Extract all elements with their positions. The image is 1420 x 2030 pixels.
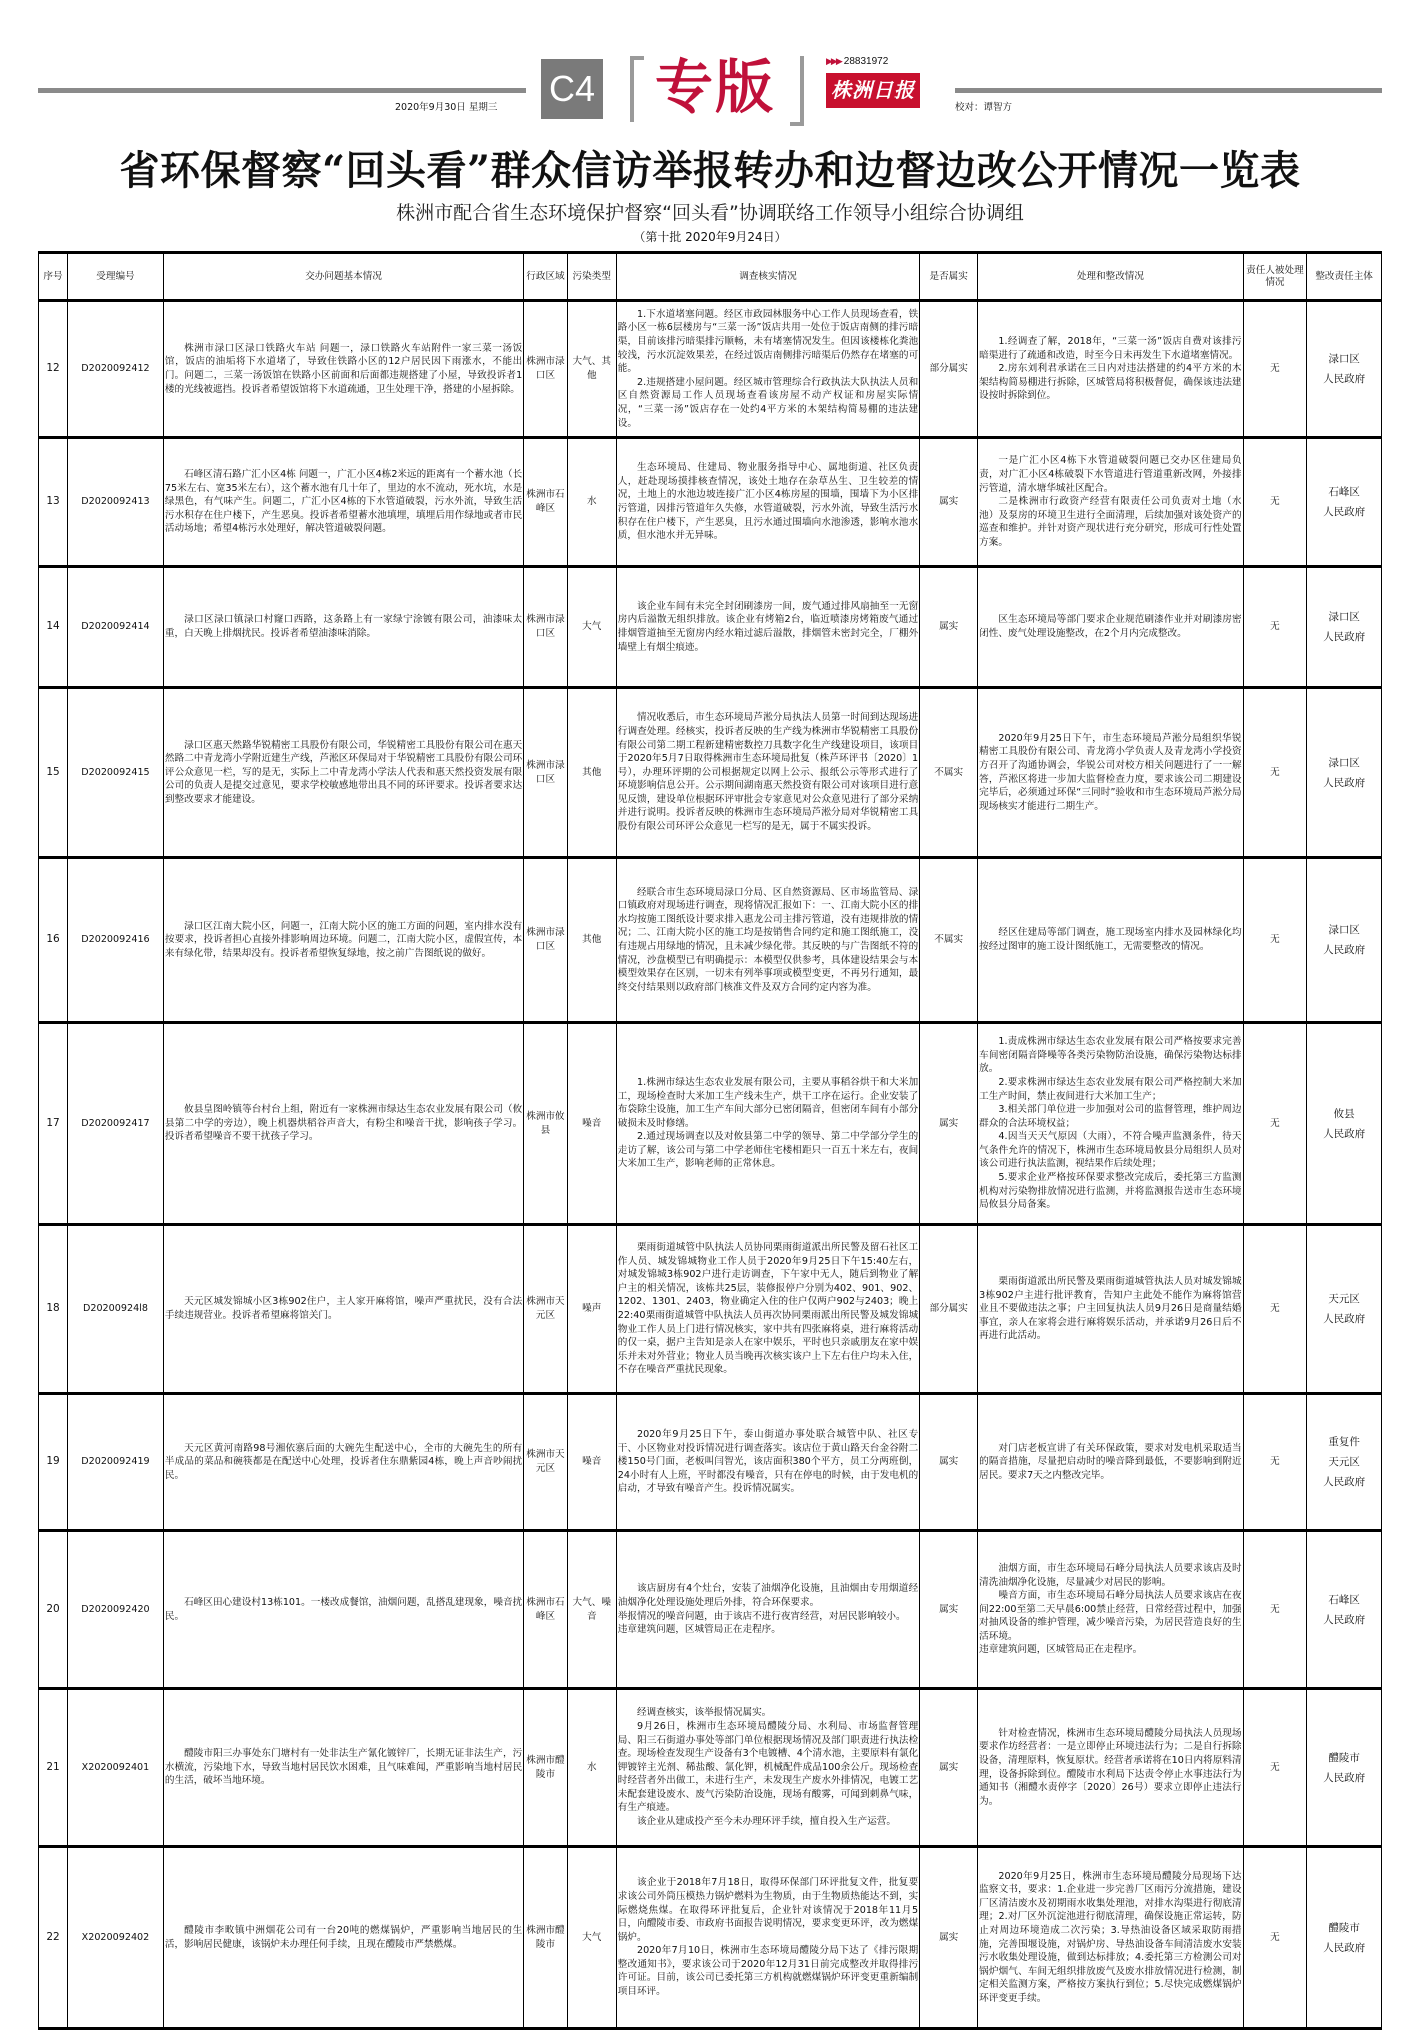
cell-responsible-line: 人民政府	[1323, 1313, 1366, 1325]
cell-seq: 18	[39, 1225, 68, 1394]
cell-seq: 12	[39, 301, 68, 438]
cell-investigation-paragraph: 情况收悉后，市生态环境局芦淞分局执法人员第一时间到达现场进行调查处理。经核实，投诉者反映的生产线为株洲市华锐精密工具股份有限公司第二期工程新建精密数控刀具数字化生产线建设项目，该项目于2020年5月7日取得株洲市生态环境局批复（株芦环评书〔2020〕1号），办理环评期的公司根据规定以网上公示、报纸公示等形式进行了环境影响信息公开。公示期间湖南惠天然投资有限公司对该项目进行意见反馈，建设单位根据环评审批会专家意见对公众意见进行了部分采纳并进行说明。投诉者反映的株洲市生态环境局芦淞分局对华锐精密工具股份有限公司环评公众意见一栏写的是无，属于不属实投诉。	[617, 712, 919, 833]
cell-issue	[163, 858, 523, 1023]
header-region: 行政区域	[524, 253, 568, 301]
cell-investigation-paragraph: 2.违规搭建小屋问题。经区城市管理综合行政执法大队执法人员和区自然资源局工作人员现场查看该房屋不动产权证和房屋实际情况，“三菜一汤”饭店存在一处约4平方米的木架结构简易棚的违法建设。	[617, 376, 919, 429]
table-header-row	[39, 253, 1382, 301]
cell-accountability: 无	[1243, 1394, 1307, 1531]
cell-investigation	[616, 438, 919, 567]
cell-region: 株洲市天元区	[524, 1225, 568, 1394]
cell-issue	[163, 1531, 523, 1689]
cell-responsible-line: 人民政府	[1323, 776, 1366, 789]
issue-date: 2020年9月30日 星期三	[395, 102, 498, 113]
cell-seq: 20	[39, 1531, 68, 1689]
masthead	[0, 0, 1420, 140]
cell-investigation-paragraph: 该企业于2018年7月18日，取得环保部门环评批复文件，批复要求该公司外筒压模热力锅炉燃料为生物质，由于生物质热能达不到，实际燃烧焦煤。在取得环评批复后，企业针对该情况于2018年11月5日，向醴陵市委、市政府书面报告说明情况，要求变更环评，改为燃煤锅炉。	[617, 1877, 919, 1943]
cell-handling-paragraph: 二是株洲市行政资产经营有限责任公司负责对土地（水池）及泵房的环境卫生进行全面清理，后续加强对该处资产的巡查和维护。并针对资产现状进行充分研究，形成可行性处置方案。	[979, 496, 1242, 548]
cell-handling-paragraph: 对门店老板宣讲了有关环保政策，要求对发电机采取适当的隔音措施，尽量把启动时的噪音降到最低，不要影响到附近居民。要求7天之内整改完毕。	[979, 1442, 1242, 1481]
cell-seq: 14	[39, 567, 68, 688]
masthead-rule-right	[955, 88, 1382, 93]
cell-id: D2020092413	[68, 438, 164, 567]
cell-id: D2020092414	[68, 567, 164, 688]
cell-seq: 22	[39, 1847, 68, 2029]
cell-pollution: 水	[567, 438, 616, 567]
cell-region: 株洲市渌口区	[524, 301, 568, 438]
cell-responsible-line: 石峰区	[1328, 486, 1360, 498]
header-accountability: 责任人被处理情况	[1243, 253, 1307, 301]
cell-investigation-paragraph: 该企业从建成投产至今未办理环评手续，擅自投入生产运营。	[636, 1816, 896, 1828]
cell-verified: 部分属实	[920, 1225, 978, 1394]
cell-handling-paragraph: 经区住建局等部门调查，施工现场室内排水及园林绿化均按经过图审的施工设计图纸施工，无需要整改的情况。	[979, 927, 1242, 952]
cell-pollution: 大气、其他	[567, 301, 616, 438]
cell-verified: 属实	[920, 1689, 978, 1847]
cell-issue	[163, 1394, 523, 1531]
cell-responsible	[1307, 438, 1382, 567]
cell-id: D2020092420	[68, 1531, 164, 1689]
bracket-right-foot	[790, 122, 804, 126]
table-row	[39, 567, 1382, 688]
cell-investigation-paragraph: 违章建筑问题，区城管局正在走程序。	[617, 1624, 781, 1636]
proofreader: 校对：谭智方	[955, 102, 1013, 113]
cell-responsible-line: 醴陵市	[1328, 1921, 1360, 1934]
cell-investigation-paragraph: 该企业车间有未完全封闭刷漆房一间，废气通过排风扇抽至一无窗房内后溢散无组织排放。该企业有烤箱2台，临近喷漆房烤箱废气通过排烟管道抽至无窗房内经水箱过滤后溢散，排烟管未密封完全，厂棚外墙壁上有烟尘痕迹。	[617, 600, 919, 653]
cell-handling	[978, 688, 1243, 858]
cell-id: D2020092416	[68, 858, 164, 1023]
cell-handling	[978, 1531, 1243, 1689]
cell-issue-paragraph: 渌口区渌口镇渌口村窿口西路，这条路上有一家绿宁涂镀有限公司，油漆味太重，白天晚上排烟扰民。投诉者希望油漆味消除。	[164, 614, 523, 639]
cell-id: X2020092401	[68, 1689, 164, 1847]
cell-investigation	[616, 1225, 919, 1394]
cell-verified: 属实	[920, 438, 978, 567]
cell-investigation-paragraph: 生态环境局、住建局、物业服务指导中心、属地街道、社区负责人，赶赴现场摸排核查情况，该处土地存在杂草丛生、卫生较差的情况，土地上的水池边坡连接广汇小区4栋房屋的围墙，围墙下为小区排污管道，因排污管道年久失修，水管道破裂，污水外流，导致生活污水积存在住户楼下，产生恶臭，且污水通过围墙向水池渗透，影响水池水质，但水池水并无异味。	[617, 462, 919, 542]
cell-pollution: 其他	[567, 688, 616, 858]
cell-investigation-paragraph: 2020年9月25日下午，泰山街道办事处联合城管中队、社区专干、小区物业对投诉情况进行调查落实。该店位于黄山路天台金谷附二楼150号门面，老板叫闫智光，该店面积380个平方，员工分两班倒，24小时有人上班，平时都没有噪音，只有在停电的时候，由于发电机的启动，才导致有噪音产生。投诉情况属实。	[617, 1429, 919, 1495]
cell-accountability: 无	[1243, 858, 1307, 1023]
cell-accountability: 无	[1243, 688, 1307, 858]
cell-accountability: 无	[1243, 1847, 1307, 2029]
cell-issue	[163, 1689, 523, 1847]
cell-accountability: 无	[1243, 1531, 1307, 1689]
header-id: 受理编号	[68, 253, 164, 301]
cell-handling	[978, 858, 1243, 1023]
cell-verified: 属实	[920, 1531, 978, 1689]
header-handling: 处理和整改情况	[978, 253, 1243, 301]
table-row	[39, 1394, 1382, 1531]
cell-investigation	[616, 1847, 919, 2029]
cell-issue-paragraph: 天元区黄河南路98号湘依寨后面的大碗先生配送中心，全市的大碗先生的所有半成品的菜品和碗筷都是在配送中心处理，投诉者住东鼎紫园4栋，晚上声音吵闹扰民。	[164, 1442, 523, 1481]
cell-responsible-line: 人民政府	[1323, 1127, 1366, 1140]
cell-handling	[978, 301, 1243, 438]
cell-issue	[163, 567, 523, 688]
section-title: 专版	[655, 53, 776, 121]
cell-handling-paragraph: 2020年9月25日，株洲市生态环境局醴陵分局现场下达监察文书，要求：1.企业进一步完善厂区雨污分流措施，建设厂区清洁废水及初期雨水收集处理池，对排水沟渠进行彻底清理；2.对厂区外沉淀池进行彻底清理，确保设施正常运转，防止对周边环境造成二次污染；3.导热油设备区域采取防雨措施，完善围堰设施，对锅炉房、导热油设备车间清洁废水安装污水收集处理设施，做到达标排放；4.委托第三方检测公司对锅炉烟气、车间无组织排放废气及废水排放情况进行检测，制定相关监测方案，严格按方案执行到位；5.尽快完成燃煤锅炉环评变更手续。	[979, 1870, 1242, 2004]
cell-investigation-paragraph: 栗雨街道城管中队执法人员协同栗雨街道派出所民警及留石社区工作人员、城发锦城物业工作人员于2020年9月25日下午15:40左右，对城发锦城3栋902户进行走访调查，下午家中无人，随后到物业了解户主的相关情况，该栋共25层，装修报停户分别为402、901、902、1202、1301、2403，物业确定入住的住户仅两户902与2403；晚上22:40栗雨街道城管中队执法人员再次协同栗雨派出所民警及城发锦城物业工作人员上门进行情况核实，家中共有四张麻将桌，进行麻将活动的仅一桌，据户主告知是亲人在家中娱乐，平时也只亲戚朋友在家中娱乐并未对外营业；物业人员当晚再次核实该户上下左右住户均未入住，不存在噪音严重扰民现象。	[617, 1242, 919, 1376]
cell-responsible	[1307, 567, 1382, 688]
cell-region: 株洲市天元区	[524, 1394, 568, 1531]
cell-region: 株洲市石峰区	[524, 438, 568, 567]
cell-investigation	[616, 1531, 919, 1689]
bracket-left-head	[630, 56, 644, 60]
table-row	[39, 858, 1382, 1023]
cell-accountability: 无	[1243, 567, 1307, 688]
cell-responsible	[1307, 1531, 1382, 1689]
cell-responsible-line: 人民政府	[1323, 373, 1366, 385]
cell-seq: 19	[39, 1394, 68, 1531]
cell-seq: 13	[39, 438, 68, 567]
hotline-number: 28831972	[843, 56, 889, 67]
cell-responsible-line: 重复件	[1328, 1436, 1360, 1448]
cell-investigation-paragraph: 2020年7月10日，株洲市生态环境局醴陵分局下达了《排污限期整改通知书》，要求该公司于2020年12月31日前完成整改并取得排污许可证。目前，该公司已委托第三方机构就燃煤锅炉环评变更重新编制项目环评。	[617, 1945, 919, 1998]
cell-region: 株洲市醴陵市	[524, 1847, 568, 2029]
cell-issue-paragraph: 天元区城发锦城小区3栋902住户，主人家开麻将馆，噪声严重扰民，没有合法手续违规营业。投诉者希望麻将馆关门。	[164, 1296, 523, 1321]
cell-pollution: 其他	[567, 858, 616, 1023]
cell-investigation-paragraph: 该店厨房有4个灶台，安装了油烟净化设施，且油烟由专用烟道经油烟净化处理设施处理后外排，符合环保要求。	[617, 1583, 919, 1608]
triple-arrow-icon: ▶▶▶	[826, 56, 841, 66]
cell-handling-paragraph: 噪音方面，市生态环境局石峰分局执法人员要求该店在夜间22:00至第二天早晨6:00禁止经营，日常经营过程中，加强对抽风设备的维护管理，减少噪音污染，为居民营造良好的生活环境。	[979, 1590, 1242, 1642]
cell-verified: 部分属实	[920, 301, 978, 438]
cell-verified: 属实	[920, 1023, 978, 1225]
cell-accountability: 无	[1243, 301, 1307, 438]
cell-investigation	[616, 301, 919, 438]
bracket-left-icon	[630, 56, 634, 122]
cell-region: 株洲市石峰区	[524, 1531, 568, 1689]
cell-issue	[163, 688, 523, 858]
table-row	[39, 1531, 1382, 1689]
cell-responsible-line: 人民政府	[1323, 1476, 1366, 1488]
cell-pollution: 水	[567, 1689, 616, 1847]
cell-region: 株洲市渌口区	[524, 688, 568, 858]
cell-handling-paragraph: 2.房东刘利君承诺在三日内对违法搭建的约4平方米的木架结构简易棚进行拆除，区城管局将积极督促，确保该违法建设按时拆除到位。	[979, 363, 1242, 402]
table-row	[39, 1023, 1382, 1225]
cell-pollution: 噪音	[567, 1394, 616, 1531]
cell-investigation	[616, 688, 919, 858]
cell-issue-paragraph: 攸县皇图岭镇等台村台上组，附近有一家株洲市绿达生态农业发展有限公司（攸县第二中学的旁边），晚上机器烘稻谷声音大，有粉尘和噪音干扰，影响孩子学习。投诉者希望噪音不要干扰孩子学习。	[164, 1104, 523, 1143]
cell-responsible-line: 渌口区	[1328, 924, 1360, 936]
cell-handling-paragraph: 违章建筑问题，区城管局正在走程序。	[979, 1644, 1143, 1656]
cell-issue	[163, 1225, 523, 1394]
cell-seq: 16	[39, 858, 68, 1023]
cell-responsible	[1307, 1225, 1382, 1394]
cell-accountability: 无	[1243, 1689, 1307, 1847]
cell-responsible-line: 渌口区	[1328, 756, 1360, 769]
header-pollution: 污染类型	[567, 253, 616, 301]
page-number: C4	[541, 59, 603, 119]
cell-handling-paragraph: 2.要求株洲市绿达生态农业发展有限公司严格控制大米加工生产时间，禁止夜间进行大米加工生产；	[979, 1076, 1242, 1102]
cell-handling-paragraph: 2020年9月25日下午，市生态环境局芦淞分局组织华锐精密工具股份有限公司、青龙湾小学负责人及青龙湾小学投资方召开了沟通协调会，华锐公司对校方相关问题进行了一一解答，芦淞区将进一步加大监督检查力度，要求该公司二期建设完毕后，必须通过环保“三同时”验收和市生态环境局芦淞分局现场核实才能进行二期生产。	[979, 732, 1242, 812]
newspaper-logo: 株洲日报	[826, 73, 920, 108]
cell-region: 株洲市醴陵市	[524, 1689, 568, 1847]
cell-investigation-paragraph: 举报情况的噪音问题，由于该店不进行夜宵经营，对居民影响较小。	[617, 1610, 906, 1622]
cell-issue-paragraph: 株洲市渌口区渌口铁路火车站 问题一，渌口铁路火车站附件一家三菜一汤饭馆，饭店的油垢将下水道堵了，导致住铁路小区的12户居民因下雨涨水，不能出门。问题二，三菜一汤饭馆在铁路小区前面和后面都违规搭建了小屋，导致投诉者1楼的光线被遮挡。投诉者希望饭馆将下水道疏通，卫生处理干净，搭建的小屋拆除。	[164, 342, 523, 395]
cell-investigation-paragraph: 经调查核实，该举报情况属实。	[636, 1707, 772, 1719]
cell-verified: 属实	[920, 1847, 978, 2029]
cell-responsible-line: 人民政府	[1323, 1613, 1366, 1626]
cell-responsible-line: 攸县	[1333, 1107, 1355, 1120]
cell-responsible-line: 人民政府	[1323, 1941, 1366, 1954]
cell-handling-paragraph: 1.经调查了解，2018年，“三菜一汤”饭店自费对该排污暗渠进行了疏通和改造，时至今日未再发生下水道堵塞情况。	[979, 336, 1242, 361]
cell-issue	[163, 1023, 523, 1225]
cell-responsible-line: 醴陵市	[1328, 1751, 1360, 1764]
table-row	[39, 688, 1382, 858]
cell-investigation	[616, 1394, 919, 1531]
complaints-table	[38, 251, 1382, 2030]
cell-responsible	[1307, 688, 1382, 858]
cell-verified: 属实	[920, 1394, 978, 1531]
cell-seq: 17	[39, 1023, 68, 1225]
cell-responsible-line: 石峰区	[1328, 1593, 1360, 1606]
cell-investigation	[616, 1689, 919, 1847]
cell-responsible	[1307, 858, 1382, 1023]
cell-region: 株洲市渌口区	[524, 567, 568, 688]
cell-pollution: 大气	[567, 1847, 616, 2029]
header-seq: 序号	[39, 253, 68, 301]
cell-responsible	[1307, 1847, 1382, 2029]
cell-handling	[978, 1847, 1243, 2029]
cell-handling-paragraph: 针对检查情况，株洲市生态环境局醴陵分局执法人员现场要求作坊经营者：一是立即停止环境违法行为；二是自行拆除设备，清理原料，恢复原状。经营者承诺将在10日内将原料清理，设备拆除到位。醴陵市水利局下达责令停止水事违法行为通知书（湘醴水责停字〔2020〕26号）要求立即停止违法行为。	[979, 1727, 1242, 1807]
cell-handling-paragraph: 1.责成株洲市绿达生态农业发展有限公司严格按要求完善车间密闭隔音降噪等各类污染物防治设施，确保污染物达标排放。	[979, 1036, 1242, 1075]
cell-handling-paragraph: 一是广汇小区4栋下水管道破裂问题已交办区住建局负责，对广汇小区4栋破裂下水管道进行管道重新改网，外接排污管道，清水塘华城社区配合。	[979, 455, 1242, 494]
cell-handling-paragraph: 区生态环境局等部门要求企业规范刷漆作业并对刷漆房密闭性、废气处理设施整改，在2个月内完成整改。	[979, 614, 1242, 639]
cell-seq: 21	[39, 1689, 68, 1847]
cell-id: X2020092402	[68, 1847, 164, 2029]
table-row	[39, 301, 1382, 438]
cell-investigation-paragraph: 1.下水道堵塞问题。经区市政园林服务中心工作人员现场查看，铁路小区一栋6层楼房与“三菜一汤”饭店共用一处位于饭店南侧的排污暗渠，目前该排污暗渠排污顺畅，未有堵塞情况发生。但因该楼栋化粪池较浅，污水沉淀效果差，在经过饭店南侧排污暗渠后仍然存在堵塞的可能。	[617, 308, 919, 375]
table-row	[39, 1225, 1382, 1394]
cell-handling-paragraph: 油烟方面，市生态环境局石峰分局执法人员要求该店及时清洗油烟净化设施，尽量减少对居民的影响。	[979, 1562, 1242, 1588]
page-title: 省环保督察“回头看”群众信访举报转办和边督边改公开情况一览表	[119, 147, 1301, 194]
header-issue: 交办问题基本情况	[163, 253, 523, 301]
table-row	[39, 1689, 1382, 1847]
cell-issue-paragraph: 石峰区清石路广汇小区4栋 问题一，广汇小区4栋2米远的距离有一个蓄水池（长75米左右、宽35米左右），这个蓄水池有几十年了，里边的水不流动，死水坑，水是绿黑色，有气味产生。问题二，广汇小区4栋的下水管道破裂，污水外流，导致生活污水积存在住户楼下，产生恶臭。投诉者希望蓄水池填埋，填埋后用作绿地或者市民活动场地；希望4栋污水处理好，解决管道破裂问题。	[164, 469, 523, 535]
cell-handling	[978, 1023, 1243, 1225]
hotline	[826, 56, 888, 67]
cell-handling	[978, 567, 1243, 688]
cell-issue-paragraph: 渌口区江南大院小区，问题一，江南大院小区的施工方面的问题，室内排水没有按要求，投诉者担心直接外排影响周边环境。问题二，江南大院小区，虚假宣传，本来有绿化带，结果却没有。投诉者希望恢复绿地，按之前广告图纸说的做好。	[164, 920, 523, 959]
cell-id: D2020092419	[68, 1394, 164, 1531]
batch-label: （第十批 2020年9月24日）	[633, 230, 787, 244]
cell-responsible-line: 渌口区	[1328, 611, 1360, 623]
cell-pollution: 大气	[567, 567, 616, 688]
cell-id: D2020092412	[68, 301, 164, 438]
cell-responsible-line: 人民政府	[1323, 1771, 1366, 1784]
cell-handling	[978, 438, 1243, 567]
cell-responsible-line: 人民政府	[1323, 631, 1366, 643]
cell-handling-paragraph: 3.相关部门单位进一步加强对公司的监督管理，维护周边群众的合法环境权益；	[979, 1104, 1242, 1129]
cell-id: D2020092415	[68, 688, 164, 858]
masthead-rule-left	[38, 88, 526, 93]
cell-handling	[978, 1394, 1243, 1531]
cell-verified: 不属实	[920, 858, 978, 1023]
cell-investigation-paragraph: 9月26日，株洲市生态环境局醴陵分局、水利局、市场监督管理局、阳三石街道办事处等部门单位根据现场情况及部门职责进行执法检查。现场检查发现生产设备有3个电镀槽、4个清水池，主要原料有氯化钾镀锌主光剂、稀盐酸、氯化钾，机械配件成品100余公斤。现场检查时经营者外出做工，未进行生产，未发现生产废水外排情况，电镀工艺未配套建设废水、废气污染防治设施，现场有酸雾，可闻到刺鼻气味，有生产痕迹。	[617, 1720, 919, 1814]
page-subtitle: 株洲市配合省生态环境保护督察“回头看”协调联络工作领导小组综合协调组	[396, 202, 1024, 224]
header-verified: 是否属实	[920, 253, 978, 301]
cell-issue-paragraph: 石峰区田心建设村13栋101。一楼改成餐馆，油烟问题，乱搭乱建现象，噪音扰民。	[164, 1596, 523, 1622]
cell-responsible-line: 天元区	[1328, 1293, 1360, 1305]
cell-responsible	[1307, 301, 1382, 438]
cell-issue	[163, 301, 523, 438]
cell-issue	[163, 438, 523, 567]
cell-pollution: 大气、噪音	[567, 1531, 616, 1689]
cell-verified: 不属实	[920, 688, 978, 858]
cell-responsible-line: 人民政府	[1323, 944, 1366, 956]
cell-handling	[978, 1225, 1243, 1394]
cell-investigation	[616, 1023, 919, 1225]
cell-investigation	[616, 858, 919, 1023]
cell-issue-paragraph: 渌口区惠天然路华锐精密工具股份有限公司，华锐精密工具股份有限公司在惠天然路二中青龙湾小学附近建生产线，芦淞区环保局对于华锐精密工具股份有限公司环评公众意见一栏，写的是无，实际上二中青龙湾小学法人代表和惠天然投资发展有限公司的负责人是提交过意见，要求学校敏感地带出具不同的环评要求。投诉者要求达到整改要求才能建设。	[164, 739, 523, 805]
cell-region: 株洲市攸县	[524, 1023, 568, 1225]
table-row	[39, 438, 1382, 567]
cell-accountability: 无	[1243, 1225, 1307, 1394]
cell-handling-paragraph: 5.要求企业严格按环保要求整改完成后，委托第三方监测机构对污染物排放情况进行监测，并将监测报告送市生态环境局攸县分局备案。	[979, 1172, 1242, 1211]
cell-responsible	[1307, 1394, 1382, 1531]
table-body	[39, 301, 1382, 2029]
cell-handling-paragraph: 4.因当天天气原因（大雨），不符合噪声监测条件，待天气条件允许的情况下，株洲市生态环境局攸县分局组织人员对该公司进行执法监测，视结果作后续处理；	[979, 1131, 1242, 1170]
cell-responsible-line: 人民政府	[1323, 506, 1366, 518]
cell-responsible	[1307, 1023, 1382, 1225]
cell-id: D20200924l8	[68, 1225, 164, 1394]
cell-investigation-paragraph: 1.株洲市绿达生态农业发展有限公司，主要从事稻谷烘干和大米加工，现场检查时大米加工生产线未生产，烘干工序在运行。企业安装了布袋除尘设施，加工生产车间大部分已密闭隔音，但密闭车间有小部分破损未及时修缮。	[617, 1076, 919, 1129]
cell-accountability: 无	[1243, 438, 1307, 567]
cell-responsible	[1307, 1689, 1382, 1847]
cell-investigation	[616, 567, 919, 688]
cell-handling-paragraph: 栗雨街道派出所民警及栗雨街道城管执法人员对城发锦城3栋902户主进行批评教育，告知户主此处不能作为麻将馆营业且不要做违法之事；户主回复执法人员9月26日是商量结婚事宜，亲人在家将会进行麻将娱乐活动，并承诺9月26日后不再进行此活动。	[979, 1276, 1242, 1342]
cell-pollution: 噪音	[567, 1023, 616, 1225]
bracket-right-icon	[800, 56, 804, 126]
cell-issue	[163, 1847, 523, 2029]
cell-accountability: 无	[1243, 1023, 1307, 1225]
cell-region: 株洲市渌口区	[524, 858, 568, 1023]
cell-responsible-line: 天元区	[1328, 1456, 1360, 1468]
cell-seq: 15	[39, 688, 68, 858]
cell-pollution: 噪声	[567, 1225, 616, 1394]
cell-issue-paragraph: 醴陵市李畋镇中洲烟花公司有一台20吨的燃煤锅炉，严重影响当地居民的生活，影响居民健康，该锅炉未办理任何手续，且现在醴陵市严禁燃煤。	[164, 1924, 523, 1950]
header-investigation: 调查核实情况	[616, 253, 919, 301]
cell-handling	[978, 1689, 1243, 1847]
cell-id: D2020092417	[68, 1023, 164, 1225]
table-row	[39, 1847, 1382, 2029]
cell-investigation-paragraph: 2.通过现场调查以及对攸县第二中学的领导、第二中学部分学生的走访了解，该公司与第二中学老师住宅楼相距只一百五十米左右，夜间大米加工生产，影响老师的正常休息。	[617, 1131, 919, 1170]
cell-responsible-line: 渌口区	[1328, 353, 1360, 365]
cell-verified: 属实	[920, 567, 978, 688]
cell-issue-paragraph: 醴陵市阳三办事处东门塘村有一处非法生产氰化镀锌厂，长期无证非法生产，污水横流，污染地下水，导致当地村居民饮水困难，且气味难闻，严重影响当地村居民的生活，破坏当地环境。	[164, 1748, 523, 1787]
header-responsible: 整改责任主体	[1307, 253, 1382, 301]
cell-investigation-paragraph: 经联合市生态环境局渌口分局、区自然资源局、区市场监管局、渌口镇政府对现场进行调查，现将情况汇报如下：一、江南大院小区的排水均按施工图纸设计要求排入惠龙公司主排污管道，没有违规排放的情况；二、江南大院小区的施工均是按销售合同约定和施工图纸施工，没有违规占用绿地的情况，且未减少绿化带。其反映的与广告图纸不符的情况，沙盘模型已有明确提示：本模型仅供参考，具体建设结果会与本模型效果存在区别，一切未有列举事项或模型变更，不再另行通知，最终交付结果则以政府部门核准文件及双方合同约定内容为准。	[617, 886, 919, 993]
